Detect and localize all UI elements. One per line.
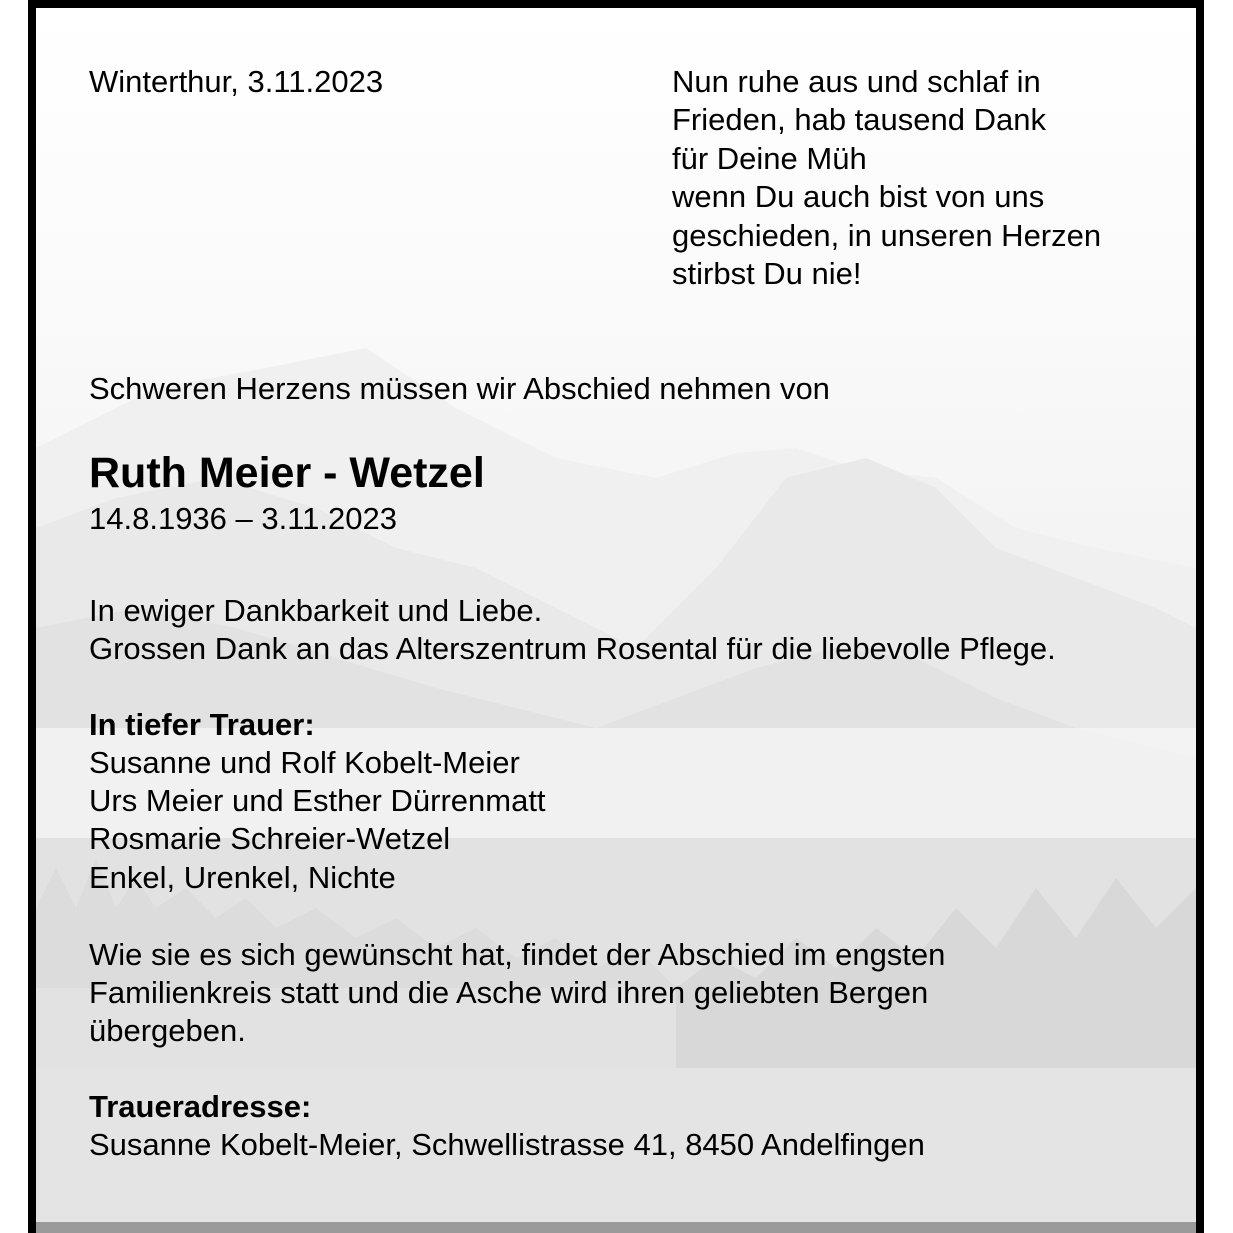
poem-line: für Deine Müh: [672, 140, 867, 176]
poem-line: Frieden, hab tausend Dank: [672, 102, 1046, 138]
mourner: Enkel, Urenkel, Nichte: [89, 859, 396, 895]
mourner: Rosmarie Schreier-Wetzel: [89, 821, 451, 857]
mourner: Urs Meier und Esther Dürrenmatt: [89, 783, 546, 819]
farewell-line: übergeben.: [89, 1013, 246, 1049]
poem-line: geschieden, in unseren Herzen: [672, 217, 1102, 253]
intro-text: Schweren Herzens müssen wir Abschied nehmen von: [89, 371, 830, 406]
farewell-block: [89, 936, 945, 1051]
place-date: Winterthur, 3.11.2023: [89, 64, 384, 99]
poem-line: stirbst Du nie!: [672, 256, 862, 292]
poem-line: wenn Du auch bist von uns: [672, 179, 1045, 215]
gratitude-block: [89, 592, 1056, 668]
bottom-border: [36, 1222, 1196, 1233]
mourners-list: [89, 744, 546, 897]
gratitude-line: Grossen Dank an das Alterszentrum Rosental für die liebevolle Pflege.: [89, 631, 1056, 667]
life-dates: 14.8.1936 – 3.11.2023: [89, 501, 397, 536]
farewell-line: Familienkreis statt und die Asche wird ihren geliebten Bergen: [89, 975, 929, 1011]
deceased-name: Ruth Meier - Wetzel: [89, 449, 485, 497]
address-text: Susanne Kobelt-Meier, Schwellistrasse 41, 8450 Andelfingen: [89, 1127, 925, 1162]
poem-line: Nun ruhe aus und schlaf in: [672, 64, 1041, 99]
mourner: Susanne und Rolf Kobelt-Meier: [89, 745, 520, 780]
notice-panel: [36, 8, 1196, 1225]
address-heading: Traueradresse:: [89, 1089, 312, 1124]
gratitude-line: In ewiger Dankbarkeit und Liebe.: [89, 593, 543, 628]
farewell-line: Wie sie es sich gewünscht hat, findet der Abschied im engsten: [89, 937, 946, 972]
mourners-heading: In tiefer Trauer:: [89, 707, 315, 742]
poem: [672, 63, 1101, 293]
